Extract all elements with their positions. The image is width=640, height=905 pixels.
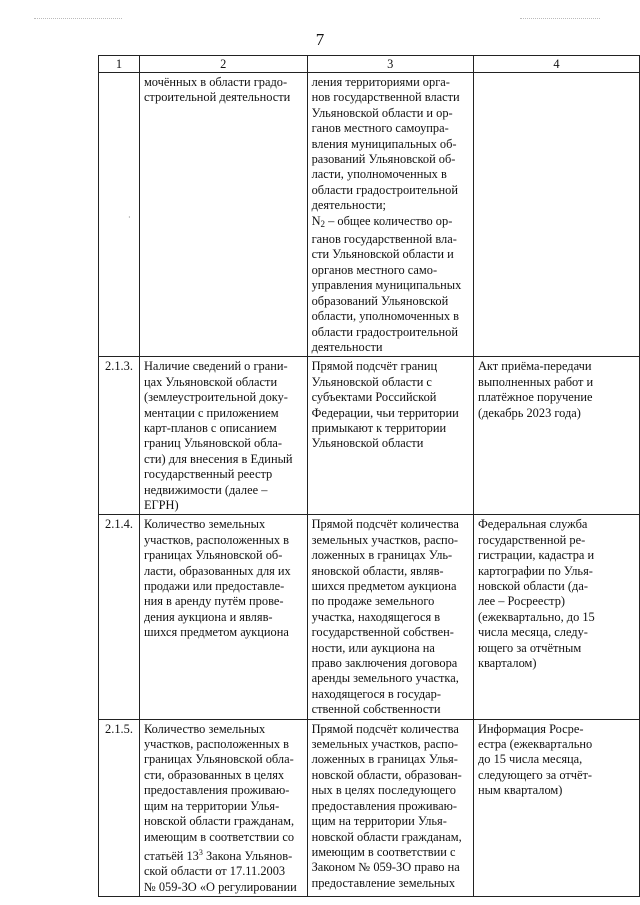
header-col-4: 4 <box>473 56 639 73</box>
text-line: органов местного само- <box>311 262 438 277</box>
scan-edge-mark-right <box>520 18 600 20</box>
indicator-name-cell <box>139 73 307 357</box>
row-number <box>99 73 140 357</box>
text-line: участков, расположенных в <box>143 737 289 752</box>
text-line: Ульяновской области <box>311 436 424 451</box>
article-reference-line: статьёй $13^3$ Закона Ульянов- <box>143 847 293 863</box>
text-line: платёжное поручение <box>477 390 593 405</box>
text-line: Наличие сведений о грани- <box>143 359 288 374</box>
text-line: деятельности <box>311 339 383 354</box>
text-line: числа месяца, следу- <box>477 625 588 640</box>
text-line: образований Ульяновской <box>311 293 449 308</box>
table-row <box>99 719 640 896</box>
data-source-cell <box>473 73 639 357</box>
text-line: аренды земельного участка, <box>311 671 459 686</box>
text-line: гистрации, кадастра и <box>477 548 595 563</box>
text-line: новской области, образован- <box>311 767 462 782</box>
text-line: Информация Росре- <box>477 721 584 736</box>
text-line: ственной собственности <box>311 702 441 717</box>
table-header-row <box>99 56 640 73</box>
text-line: картографии по Улья- <box>477 563 593 578</box>
text-line: управления муниципальных <box>311 278 462 293</box>
text-line: границах Ульяновской об- <box>143 548 283 563</box>
text-line: субъектами Российской <box>311 390 437 405</box>
text-line: дения аукциона и являв- <box>143 609 273 624</box>
text-line: право заключения договора <box>311 656 458 671</box>
text-line: ласти, образованных для их <box>143 563 291 578</box>
text-line: шихся предметом аукциона <box>311 579 457 593</box>
text-line: ской области от 17.11.2003 <box>143 864 286 879</box>
data-source-cell <box>473 357 639 515</box>
text-line: области градостроительной <box>311 324 458 339</box>
text-line: естра (ежеквартально <box>477 737 593 752</box>
text-line: новской области гражданам, <box>143 814 295 829</box>
text-line: примыкают к территории <box>311 420 447 435</box>
row-number: 2.1.3. <box>99 357 140 515</box>
scan-edge-mark-left <box>34 18 122 20</box>
text-line: щим на территории Улья- <box>143 798 280 813</box>
data-source-cell <box>473 515 639 719</box>
text-line: следующего за отчёт- <box>477 767 593 782</box>
text-line: ментации с приложением <box>143 405 279 420</box>
text-line: лее – Росреестр) <box>477 594 566 609</box>
text-line: ганов государственной вла- <box>311 232 457 247</box>
text-line: (ежеквартально, до 15 <box>477 609 595 624</box>
text-line: продажи или предоставле- <box>143 579 285 593</box>
text-line: земельных участков, распо- <box>311 737 459 752</box>
text-line: по продаже земельного <box>311 594 435 609</box>
text-line: Прямой подсчёт границ <box>311 359 438 374</box>
text-line: деятельности; <box>311 198 386 213</box>
text-line: Прямой подсчёт количества <box>311 721 459 736</box>
text-line: ности, или аукциона на <box>311 640 435 655</box>
text-line: ложенных в границах Уль- <box>311 548 453 563</box>
text-line: ным кварталом) <box>477 783 563 798</box>
table-row <box>99 515 640 719</box>
n2-definition-line: $N_2$ – общее количество ор- <box>311 213 453 229</box>
text-line: имеющим в соответствии со <box>143 829 295 844</box>
text-line: цах Ульяновской области <box>143 374 278 389</box>
text-line: кварталом) <box>477 656 537 671</box>
text-line: сти) для внесения в Единый <box>143 451 293 466</box>
text-line: границах Ульяновской обла- <box>143 752 294 767</box>
text-line: Акт приёма-передачи <box>477 359 592 374</box>
table-row <box>99 73 640 357</box>
row-number: 2.1.4. <box>99 515 140 719</box>
text-line: земельных участков, распо- <box>311 532 459 547</box>
text-line: ганов местного самоупра- <box>311 121 449 136</box>
text-line: мочённых в области градо- <box>143 75 288 89</box>
text-line: ния в аренду путём прове- <box>143 594 284 609</box>
page-number: 7 <box>315 30 325 49</box>
text-line: сти Ульяновской области и <box>311 247 454 262</box>
header-col-2: 2 <box>139 56 307 73</box>
data-source-cell <box>473 719 639 896</box>
table-row <box>99 357 640 515</box>
text-line: (декабрь 2023 года) <box>477 405 581 420</box>
text-line: Количество земельных <box>143 517 266 532</box>
text-line: вления муниципальных об- <box>311 136 457 151</box>
calculation-method-cell <box>307 357 473 515</box>
calculation-method-cell <box>307 719 473 896</box>
text-line: предоставления проживаю- <box>143 783 290 798</box>
text-line: строительной деятельности <box>143 90 291 105</box>
text-line: ложенных в границах Улья- <box>311 752 458 767</box>
text-line: области, уполномоченных в <box>311 309 460 324</box>
text-line: недвижимости (далее – <box>143 482 268 497</box>
text-line: области градостроительной <box>311 182 458 197</box>
text-line: участка, находящегося в <box>311 609 441 624</box>
text-line: государственной ре- <box>477 532 586 547</box>
header-col-3: 3 <box>307 56 473 73</box>
text-line: Ульяновской области с <box>311 374 432 389</box>
text-line: находящегося в государ- <box>311 686 441 701</box>
text-line: (землеустроительной доку- <box>143 390 288 405</box>
text-line: границ Ульяновской обла- <box>143 436 283 451</box>
text-line: государственной собствен- <box>311 625 454 640</box>
header-col-1: 1 <box>99 56 140 73</box>
text-line: Федеральная служба <box>477 517 588 532</box>
text-line: разований Ульяновской об- <box>311 152 456 167</box>
text-line: Федерации, чьи территории <box>311 405 459 420</box>
calculation-method-cell <box>307 73 473 357</box>
text-line: Законом № 059-ЗО право на <box>311 860 460 875</box>
text-line: яновской области, являв- <box>311 563 444 578</box>
text-line: ласти, уполномоченных в <box>311 167 447 182</box>
text-line: ющего за отчётным <box>477 640 582 655</box>
text-line: имеющим в соответствии с <box>311 844 456 859</box>
indicators-table <box>98 55 640 897</box>
text-line: ления территориями орга- <box>311 75 450 89</box>
text-line: участков, расположенных в <box>143 532 289 547</box>
row-number: 2.1.5. <box>99 719 140 896</box>
text-line: Ульяновской области и ор- <box>311 105 453 120</box>
text-line: государственный реестр <box>143 467 273 482</box>
indicator-name-cell <box>139 357 307 515</box>
text-line: новской области (да- <box>477 579 588 593</box>
text-line: Прямой подсчёт количества <box>311 517 459 532</box>
text-line: ЕГРН) <box>143 497 179 512</box>
scan-artifact-dot: · <box>128 213 131 222</box>
text-line: выполненных работ и <box>477 374 594 389</box>
text-line: щим на территории Улья- <box>311 814 447 829</box>
text-line: карт-планов с описанием <box>143 420 277 435</box>
text-line: сти, образованных в целях <box>143 767 285 782</box>
text-line: № 059-ЗО «О регулировании <box>143 879 297 894</box>
text-line: предоставление земельных <box>311 875 456 890</box>
text-line: новской области гражданам, <box>311 829 462 844</box>
indicator-name-cell <box>139 515 307 719</box>
calculation-method-cell <box>307 515 473 719</box>
text-line: ных в целях последующего <box>311 783 457 798</box>
indicator-name-cell <box>139 719 307 896</box>
text-line: до 15 числа месяца, <box>477 752 583 767</box>
text-line: шихся предметом аукциона <box>143 625 289 640</box>
text-line: нов государственной власти <box>311 90 460 105</box>
text-line: предоставления проживаю- <box>311 798 458 813</box>
text-line: Количество земельных <box>143 721 266 736</box>
